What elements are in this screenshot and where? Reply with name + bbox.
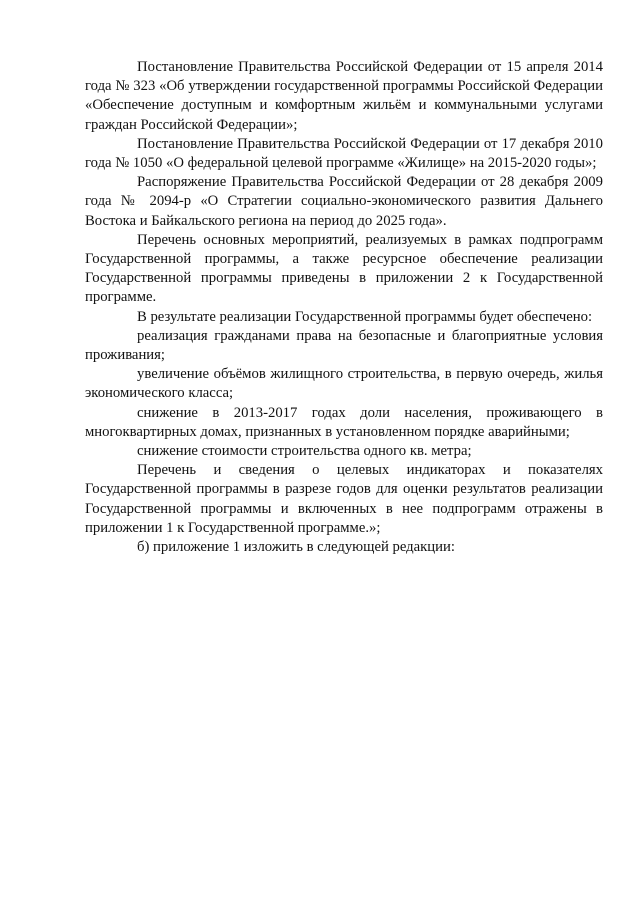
paragraph-order-2094: Распоряжение Правительства Российской Федерации от 28 декабря 2009 года № 2094-р «О Стратегии социально-экономического развития Дальнего Востока и Байкальского региона на период до 2025 года». [85, 174, 603, 229]
paragraph-result-emergency-housing: снижение в 2013-2017 годах доли населения, проживающего в многоквартирных домах, признанных в установленном порядке аварийными; [85, 404, 603, 440]
paragraph-decree-1050: Постановление Правительства Российской Федерации от 17 декабря 2010 года № 1050 «О федеральной целевой программе «Жилище» на 2015-2020 годы»; [85, 135, 603, 172]
paragraph-appendix-1: б) приложение 1 изложить в следующей редакции: [137, 539, 455, 556]
paragraph-result-cost: снижение стоимости строительства одного кв. метра; [137, 443, 472, 460]
paragraph-result-construction: увеличение объёмов жилищного строительства, в первую очередь, жилья экономического класса; [85, 366, 603, 402]
paragraph-indicators: Перечень и сведения о целевых индикаторах и показателях Государственной программы в разрезе годов для оценки результатов реализации Государственной программы и включенных в нее подпрограмм отражены в приложении 1 к Государственной программе.»; [85, 462, 603, 536]
paragraph-results-intro: В результате реализации Государственной программы будет обеспечено: [137, 308, 593, 325]
paragraph-result-safe-housing: реализация гражданами права на безопасные и благоприятные условия проживания; [85, 327, 603, 364]
paragraph-decree-323: Постановление Правительства Российской Федерации от 15 апреля 2014 года № 323 «Об утверждении государственной программы Российской Федерации «Обеспечение доступным и комфортным жильём и коммунальными услугами граждан Российской Федерации»; [85, 59, 603, 133]
document-body [85, 58, 603, 557]
paragraph-measures-list: Перечень основных мероприятий, реализуемых в рамках подпрограмм Государственной программы, а также ресурсное обеспечение реализации Государственной программы приведены в приложении 2 к Государственной программе. [85, 231, 603, 306]
